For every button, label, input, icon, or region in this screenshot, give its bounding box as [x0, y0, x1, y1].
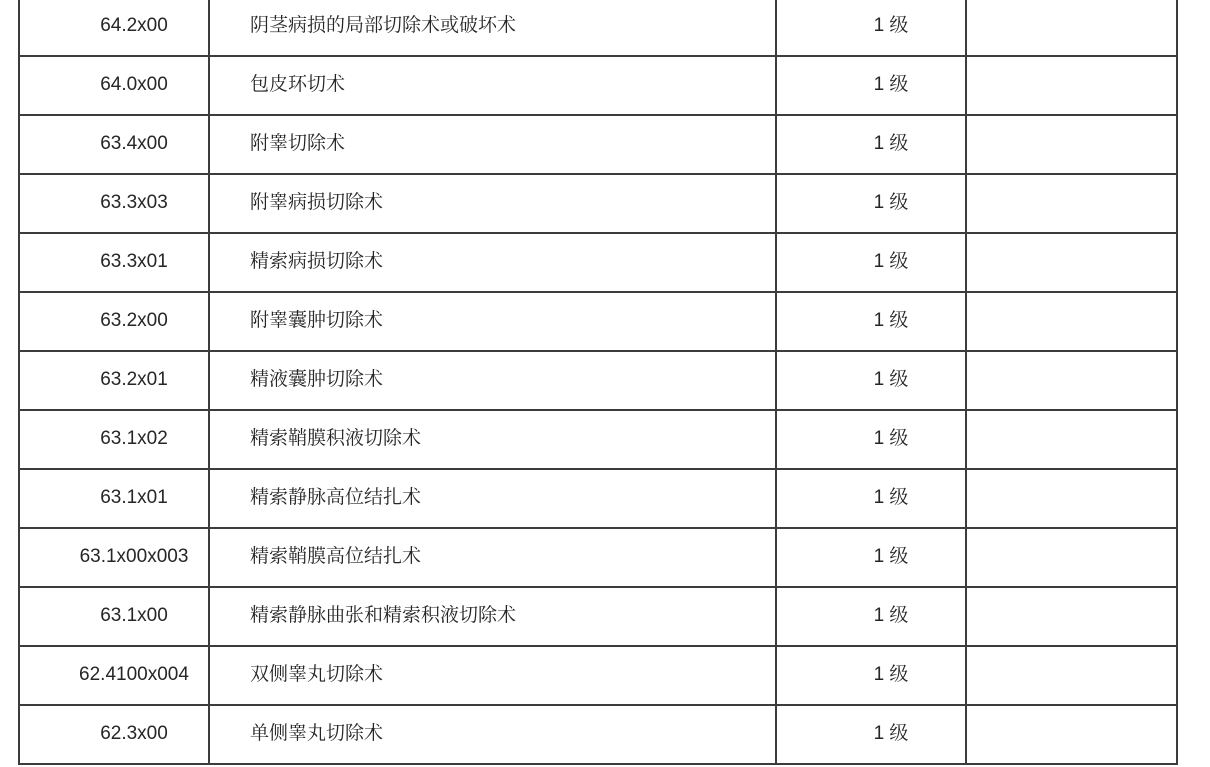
cell-procedure-level: 1 级	[777, 57, 967, 114]
cell-procedure-name: 精索静脉高位结扎术	[210, 470, 777, 527]
cell-procedure-note	[967, 352, 1176, 409]
cell-procedure-note	[967, 175, 1176, 232]
cell-procedure-code: 63.4x00	[20, 116, 210, 173]
table-row	[20, 293, 1176, 352]
table-row	[20, 470, 1176, 529]
cell-procedure-level: 1 级	[777, 588, 967, 645]
table-row	[20, 706, 1176, 765]
procedure-table	[18, 0, 1178, 765]
cell-procedure-level: 1 级	[777, 647, 967, 704]
table-body	[20, 0, 1176, 765]
cell-procedure-note	[967, 588, 1176, 645]
cell-procedure-level: 1 级	[777, 352, 967, 409]
cell-procedure-name: 精索静脉曲张和精索积液切除术	[210, 588, 777, 645]
cell-procedure-note	[967, 529, 1176, 586]
cell-procedure-level: 1 级	[777, 529, 967, 586]
cell-procedure-name: 精索鞘膜积液切除术	[210, 411, 777, 468]
cell-procedure-code: 63.2x01	[20, 352, 210, 409]
cell-procedure-code: 64.2x00	[20, 0, 210, 55]
cell-procedure-name: 双侧睾丸切除术	[210, 647, 777, 704]
table-row	[20, 234, 1176, 293]
table-row	[20, 647, 1176, 706]
cell-procedure-code: 63.2x00	[20, 293, 210, 350]
cell-procedure-level: 1 级	[777, 411, 967, 468]
cell-procedure-name: 单侧睾丸切除术	[210, 706, 777, 763]
cell-procedure-note	[967, 470, 1176, 527]
cell-procedure-name: 精索鞘膜高位结扎术	[210, 529, 777, 586]
cell-procedure-code: 63.3x01	[20, 234, 210, 291]
cell-procedure-note	[967, 706, 1176, 763]
table-row	[20, 529, 1176, 588]
table-row	[20, 352, 1176, 411]
cell-procedure-note	[967, 234, 1176, 291]
cell-procedure-name: 精索病损切除术	[210, 234, 777, 291]
cell-procedure-level: 1 级	[777, 706, 967, 763]
table-row	[20, 57, 1176, 116]
cell-procedure-note	[967, 411, 1176, 468]
table-row	[20, 116, 1176, 175]
cell-procedure-name: 精液囊肿切除术	[210, 352, 777, 409]
cell-procedure-name: 附睾囊肿切除术	[210, 293, 777, 350]
cell-procedure-level: 1 级	[777, 293, 967, 350]
table-row	[20, 175, 1176, 234]
cell-procedure-level: 1 级	[777, 0, 967, 55]
cell-procedure-level: 1 级	[777, 175, 967, 232]
cell-procedure-code: 62.4100x004	[20, 647, 210, 704]
cell-procedure-note	[967, 0, 1176, 55]
cell-procedure-note	[967, 293, 1176, 350]
cell-procedure-name: 包皮环切术	[210, 57, 777, 114]
table-row	[20, 0, 1176, 57]
cell-procedure-code: 63.1x00x003	[20, 529, 210, 586]
cell-procedure-note	[967, 57, 1176, 114]
cell-procedure-name: 附睾病损切除术	[210, 175, 777, 232]
cell-procedure-code: 63.1x02	[20, 411, 210, 468]
cell-procedure-note	[967, 116, 1176, 173]
cell-procedure-code: 63.1x00	[20, 588, 210, 645]
cell-procedure-name: 附睾切除术	[210, 116, 777, 173]
cell-procedure-note	[967, 647, 1176, 704]
cell-procedure-level: 1 级	[777, 470, 967, 527]
cell-procedure-level: 1 级	[777, 116, 967, 173]
cell-procedure-name: 阴茎病损的局部切除术或破坏术	[210, 0, 777, 55]
table-row	[20, 588, 1176, 647]
table-row	[20, 411, 1176, 470]
cell-procedure-level: 1 级	[777, 234, 967, 291]
cell-procedure-code: 64.0x00	[20, 57, 210, 114]
cell-procedure-code: 62.3x00	[20, 706, 210, 763]
cell-procedure-code: 63.3x03	[20, 175, 210, 232]
cell-procedure-code: 63.1x01	[20, 470, 210, 527]
